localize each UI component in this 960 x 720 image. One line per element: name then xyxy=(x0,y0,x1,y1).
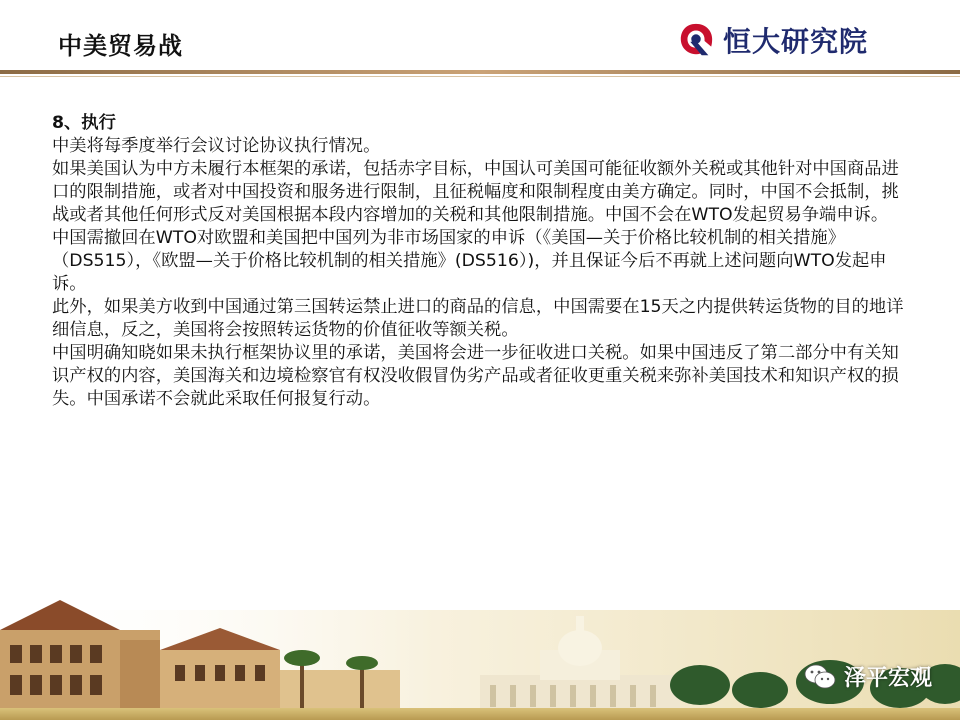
slide-body xyxy=(52,112,912,411)
slide-title: 中美贸易战 xyxy=(58,32,183,60)
paragraph: 中国明确知晓如果未执行框架协议里的承诺，美国将会进一步征收进口关税。如果中国违反了第二部分中有关知识产权的内容，美国海关和边境检察官有权没收假冒伪劣产品或者征收更重关税来弥补美国技术和知识产权的损失。中国承诺不会就此采取任何报复行动。 xyxy=(52,343,899,409)
wechat-icon xyxy=(804,664,836,690)
paragraph: 中美将每季度举行会议讨论协议执行情况。 xyxy=(52,136,381,156)
brand-name: 恒大研究院 xyxy=(722,25,868,58)
architecture-banner xyxy=(0,590,960,720)
paragraph: 此外，如果美方收到中国通过第三国转运禁止进口的商品的信息，中国需要在15天之内提供转运货物的目的地详细信息，反之，美国将会按照转运货物的价值征收等额关税。 xyxy=(52,297,904,340)
brand-logo-icon xyxy=(677,21,715,59)
wechat-watermark xyxy=(804,661,932,692)
section-title: 8、执行 xyxy=(52,113,116,133)
header-divider xyxy=(0,70,960,74)
brand xyxy=(677,20,868,60)
footer-illustration xyxy=(0,590,960,720)
slide-header xyxy=(0,0,960,72)
watermark-text: 泽平宏观 xyxy=(843,666,932,691)
header-divider-thin xyxy=(0,76,960,77)
paragraph: 中国需撤回在WTO对欧盟和美国把中国列为非市场国家的申诉（《美国—关于价格比较机制的相关措施》（DS515），《欧盟—关于价格比较机制的相关措施》(DS516）)，并且保证今后不再就上述问题向WTO发起申诉。 xyxy=(52,228,887,294)
paragraph: 如果美国认为中方未履行本框架的承诺，包括赤字目标，中国认可美国可能征收额外关税或其他针对中国商品进口的限制措施，或者对中国投资和服务进行限制，且征税幅度和限制程度由美方确定。同时，中国不会抵制，挑战或者其他任何形式反对美国根据本段内容增加的关税和其他限制措施。中国不会在WTO发起贸易争端申诉。 xyxy=(52,159,899,225)
